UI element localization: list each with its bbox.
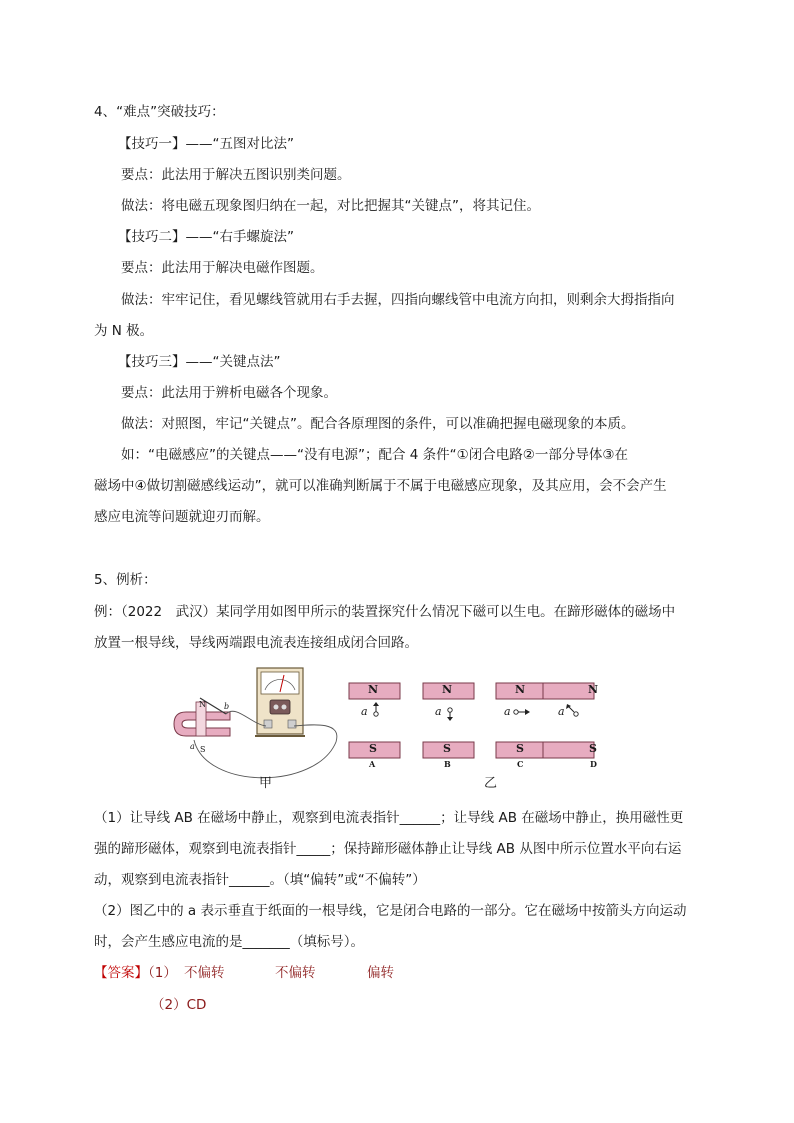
- magnet-a-top-label: N: [368, 683, 379, 696]
- technique-3-point: 要点：此法用于辨析电磁各个现象。: [121, 385, 337, 401]
- magnet-c-bottom-label: S: [516, 742, 524, 755]
- technique-3-method: 做法：对照图，牢记“关键点”。配合各原理图的条件，可以准确把握电磁现象的本质。: [121, 416, 635, 432]
- magnet-d-top-label: N: [588, 683, 599, 696]
- example-stem-line-1: 例：（2022 武汉）某同学用如图甲所示的装置探究什么情况下磁可以生电。在蹄形磁体的磁场中: [94, 604, 676, 620]
- answer-1-prefix: （1）: [148, 965, 177, 981]
- question-2-line-1: （2）图乙中的 a 表示垂直于纸面的一根导线，它是闭合电路的一部分。它在磁场中按箭头方向运动: [94, 903, 687, 919]
- answer-1-value-2: 不偏转: [275, 965, 316, 981]
- answer-label: 【答案】: [94, 965, 148, 981]
- magnet-b-bottom-label: S: [443, 742, 451, 755]
- technique-3-heading: 【技巧三】——“关键点法”: [118, 354, 281, 370]
- figure-label-jia: 甲: [259, 776, 273, 791]
- figure-label-yi: 乙: [484, 776, 498, 791]
- technique-1-heading: 【技巧一】——“五图对比法”: [118, 136, 294, 152]
- experiment-figure: [166, 662, 599, 791]
- technique-3-example-line-2: 磁场中④做切割磁感线运动”，就可以准确判断属于不属于电磁感应现象，及其应用，会不会产生: [94, 478, 667, 494]
- section-5-title: 5、例析：: [94, 572, 157, 588]
- technique-3-example-line-3: 感应电流等问题就迎刃而解。: [94, 509, 270, 525]
- jia-letter-a: a: [190, 742, 195, 751]
- technique-3-example-line-1: 如：“电磁感应”的关键点——“没有电源”；配合 4 条件“①闭合电路②一部分导体③在: [121, 447, 628, 463]
- magnet-d-id-label: D: [590, 759, 597, 769]
- magnet-a-conductor-label: a: [361, 705, 368, 718]
- answer-1-value-3: 偏转: [367, 965, 394, 981]
- magnet-c-conductor-label: a: [504, 705, 511, 718]
- magnet-d-bottom-label: S: [589, 742, 597, 755]
- question-1-line-3: 动，观察到电流表指针______。（填“偏转”或“不偏转”）: [94, 872, 426, 888]
- magnet-pair-d: [543, 683, 594, 758]
- answer-2: （2）CD: [151, 997, 207, 1013]
- magnet-a-bottom-label: S: [369, 742, 377, 755]
- jia-letter-n: N: [199, 700, 206, 709]
- question-2-line-2: 时，会产生感应电流的是_______（填标号）。: [94, 934, 364, 950]
- magnet-c-id-label: C: [517, 759, 524, 769]
- example-stem-line-2: 放置一根导线，导线两端跟电流表连接组成闭合回路。: [94, 635, 418, 651]
- answer-1-value-1: 不偏转: [184, 965, 225, 981]
- jia-letter-s: S: [200, 745, 206, 754]
- magnet-b-conductor-label: a: [435, 705, 442, 718]
- technique-1-point: 要点：此法用于解决五图识别类问题。: [121, 167, 351, 183]
- question-1-line-2: 强的蹄形磁体，观察到电流表指针_____；保持蹄形磁体静止让导线 AB 从图中所示位置水平向右运: [94, 841, 682, 857]
- magnet-b-top-label: N: [442, 683, 453, 696]
- jia-letter-b: b: [224, 702, 230, 711]
- question-1-line-1: （1）让导线 AB 在磁场中静止，观察到电流表指针______；让导线 AB 在磁场中静止，换用磁性更: [94, 810, 684, 826]
- technique-2-method-line-2: 为 N 极。: [94, 323, 154, 339]
- technique-2-heading: 【技巧二】——“右手螺旋法”: [118, 229, 294, 245]
- magnet-d-conductor-label: a: [558, 705, 565, 718]
- experiment-figure-svg: [166, 662, 599, 790]
- magnet-b-id-label: B: [444, 759, 451, 769]
- technique-1-method: 做法：将电磁五现象图归纳在一起，对比把握其“关键点”，将其记住。: [121, 198, 540, 214]
- technique-2-method-line-1: 做法：牢牢记住，看见螺线管就用右手去握，四指向螺线管中电流方向扣，则剩余大拇指指向: [121, 292, 675, 308]
- magnet-c-top-label: N: [515, 683, 526, 696]
- technique-2-point: 要点：此法用于解决电磁作图题。: [121, 260, 324, 276]
- magnet-a-id-label: A: [369, 759, 376, 769]
- section-4-title: 4、“难点”突破技巧：: [94, 104, 225, 120]
